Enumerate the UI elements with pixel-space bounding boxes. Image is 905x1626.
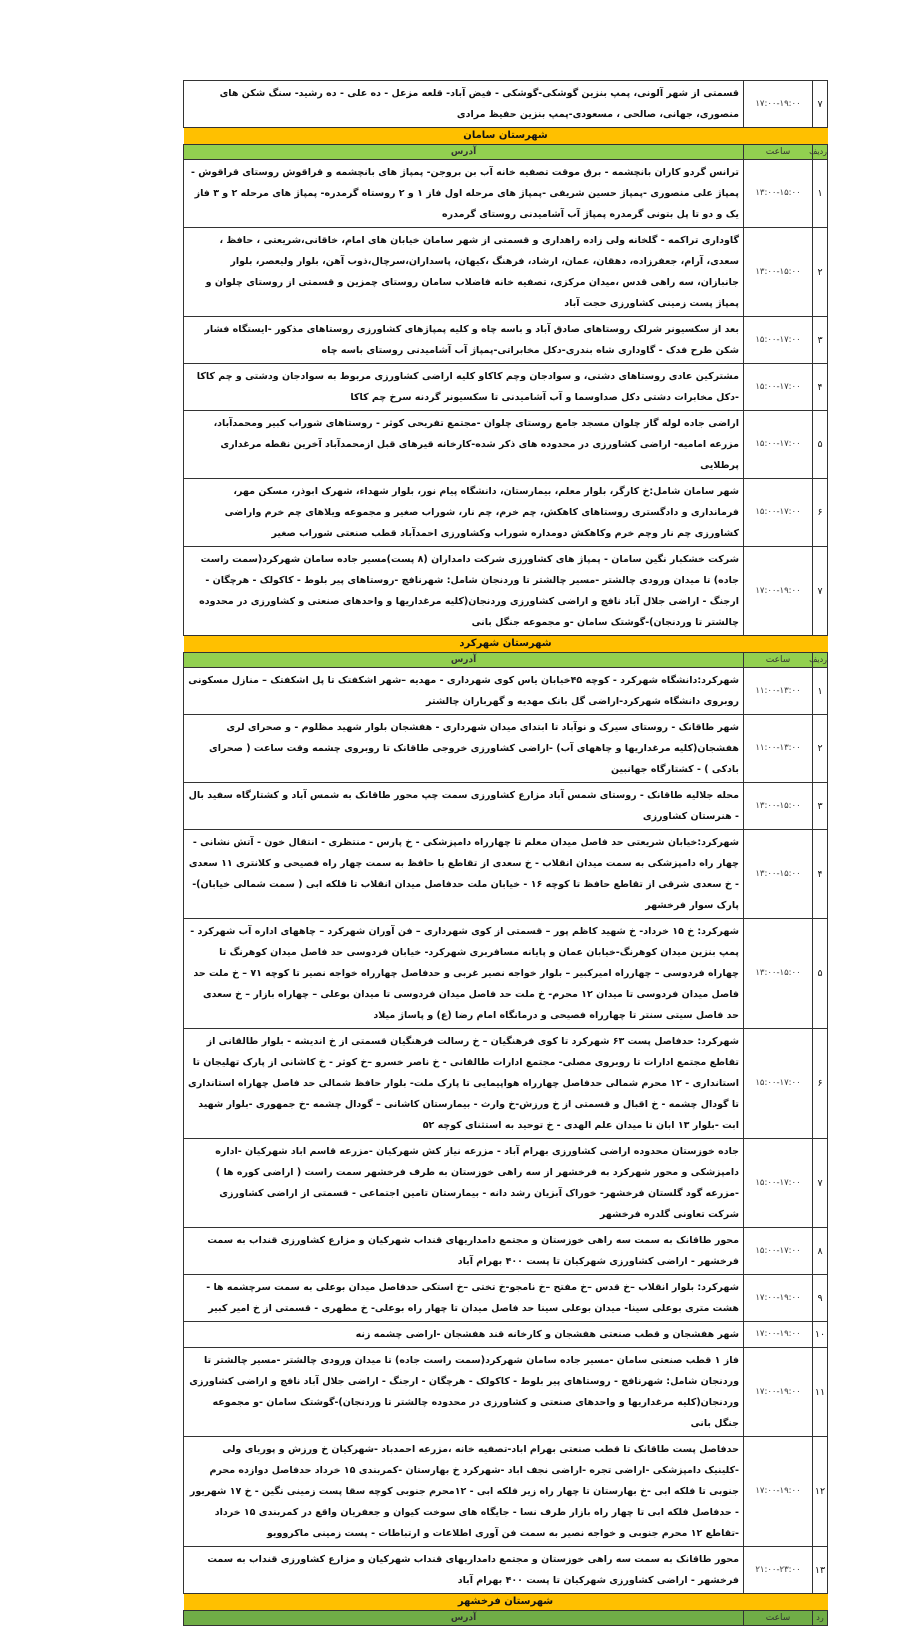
header-num: ردیف [813, 653, 828, 668]
row-address: فاز ۱ قطب صنعتی سامان -مسیر جاده سامان شهرکرد(سمت راست جاده) تا میدان ورودی چالشتر -مسیر چالشتر تا وردنجان شامل: شهرنافچ - روستاهای پیر بلوط - کاکولک - هرچگان - ارجنگ - اراضی جلال آباد نافچ و اراضی کشاورزی وردنجان(کلیه مرغداریها و واحدهای صنعتی و کشاورزی در محدوده چالشتر تا وردنجان)-گوشتک سامان -و مجموعه جنگل بانی [184, 1348, 744, 1437]
row-address: شهرکرد: حدفاصل پست ۶۳ شهرکرد تا کوی فرهنگیان – خ رسالت فرهنگیان قسمتی از خ اندیشه - بلوار طالقانی از تقاطع مجتمع ادارات تا روبروی مصلی- مجتمع ادارات طالقانی - خ ناصر خسرو –خ کوثر - خ کاشانی از پارک تهلیجان تا استانداری - ۱۲ محرم شمالی حدفاصل چهارراه هواپیمایی تا پارک ملت- بلوار حافظ شمالی حد فاصل چهاراه استانداری تا گودال چشمه - خ اقبال و قسمتی از خ ورزش-خ وارث - بیمارستان کاشانی – گودال چشمه -خ جمهوری -بلوار شهید ابت -بلوار ۱۳ ابان تا میدان علم الهدی - خ توحید به استثنای کوچه ۵۲ [184, 1029, 744, 1139]
section-title: شهرستان شهرکرد [184, 636, 828, 653]
row-number: ۷ [813, 81, 828, 128]
row-number: ۶ [813, 1029, 828, 1139]
table-row [184, 783, 828, 830]
row-number: ۷ [813, 1139, 828, 1228]
row-address: قسمتی از شهر آلونی، پمپ بنزین گوشکی-گوشکی - فیض آباد- قلعه مزعل - ده علی - ده رشید- سنگ شکن های منصوری، جهانی، صالحی ، مسعودی-پمپ بنزین حفیظ مرادی [184, 81, 744, 128]
row-time: ۱۵:۰۰-۱۷:۰۰ [744, 1139, 813, 1228]
row-address: محور طاقانک به سمت سه راهی خوزستان و مجتمع دامداریهای قنداب شهرکیان و مزارع کشاورزی قنداب به سمت فرخشهر - اراضی کشاورزی شهرکیان تا پست ۴۰۰ بهرام آباد [184, 1547, 744, 1594]
table-row [184, 1437, 828, 1547]
row-time: ۱۷:۰۰-۱۹:۰۰ [744, 1322, 813, 1348]
row-time: ۱۷:۰۰-۱۹:۰۰ [744, 1348, 813, 1437]
table-row [184, 479, 828, 547]
section-title-row [184, 1594, 828, 1611]
row-address: شهر هفشجان و قطب صنعتی هفشجان و کارخانه قند هفشجان -اراضی چشمه زنه [184, 1322, 744, 1348]
table-row [184, 1029, 828, 1139]
row-address: شهرکرد:دانشگاه شهرکرد - کوچه ۴۵خیابان یاس کوی شهرداری - مهدیه –شهر اشکفتک تا پل اشکفتک – منازل مسکونی روبروی دانشگاه شهرکرد-اراضی گل بانک مهدیه و گهرباران چالشتر [184, 668, 744, 715]
section-title-row [184, 128, 828, 145]
row-time: ۱۱:۰۰-۱۳:۰۰ [744, 668, 813, 715]
table-row [184, 715, 828, 783]
table-row [184, 364, 828, 411]
row-time: ۱۷:۰۰-۱۹:۰۰ [744, 547, 813, 636]
row-number: ۵ [813, 411, 828, 479]
row-number: ۱ [813, 160, 828, 228]
row-number: ۴ [813, 364, 828, 411]
row-number: ۹ [813, 1275, 828, 1322]
header-address: آدرس [184, 653, 744, 668]
row-address: مشترکین عادی روستاهای دشتی، و سوادجان وچم کاکاو کلیه اراضی کشاورزی مربوط به سوادجان ودشتی و چم کاکا -دکل مخابرات دشتی دکل صداوسما و آب آشامیدنی تا سکسیونر گردنه سرخ چم کاکا [184, 364, 744, 411]
table-row [184, 411, 828, 479]
row-address: شهر سامان شامل:خ کارگر، بلوار معلم، بیمارستان، دانشگاه پیام نور، بلوار شهداء، شهرک ابوذر، مسکن مهر، فرمانداری و دادگستری روستاهای کاهکش، چم خرم، چم نار، شوراب صغیر و مجموعه ویلاهای چم خرم واراضی کشاورزی چم نار وچم خرم وکاهکش دومداره شوراب وکشاورزی احمدآباد قطب صنعتی شوراب صغیر [184, 479, 744, 547]
row-number: ۴ [813, 830, 828, 919]
row-address: محور طاقانک به سمت سه راهی خوزستان و مجتمع دامداریهای قنداب شهرکیان و مزارع کشاورزی قنداب به سمت فرخشهر - اراضی کشاورزی شهرکیان تا پست ۴۰۰ بهرام آباد [184, 1228, 744, 1275]
row-number: ۱ [813, 668, 828, 715]
row-number: ۱۰ [813, 1322, 828, 1348]
row-number: ۱۳ [813, 1547, 828, 1594]
row-time: ۱۵:۰۰-۱۷:۰۰ [744, 1228, 813, 1275]
row-time: ۱۳:۰۰-۱۵:۰۰ [744, 783, 813, 830]
table-row [184, 160, 828, 228]
column-header-row [184, 145, 828, 160]
table-row [184, 317, 828, 364]
outage-table [183, 80, 828, 1626]
row-address: ترانس گردو کاران بانچشمه - برق موقت تصفیه خانه آب بن بروجن- پمپاژ های بانچشمه و قراقوش روستای قراقوش - پمپاژ علی منصوری -پمپاژ حسین شریفی -پمپاژ های مرحله اول فاز ۱ و ۲ روستاه گرمدره- پمپاژ های مرحله ۲ و ۳ فاز یک و دو تا پل بتونی گرمدره پمپاژ آب آشامیدنی روستای گرمدره [184, 160, 744, 228]
section-title-row [184, 636, 828, 653]
row-address: محله جلالیه طاقانک - روستای شمس آباد مزارع کشاورزی سمت چپ محور طاقانک به شمس آباد و کشتارگاه سفید بال - هنرستان کشاورزی [184, 783, 744, 830]
header-num: ردیف [813, 145, 828, 160]
row-time: ۱۵:۰۰-۱۷:۰۰ [744, 364, 813, 411]
table-row [184, 228, 828, 317]
row-address: بعد از سکسیونر شرلک روستاهای صادق آباد و باسه چاه و کلیه پمپاژهای کشاورزی روستاهای مذکور -ایستگاه فشار شکن طرح فدک - گاوداری شاه بندری-دکل مخابراتی-پمپاژ آب آشامیدنی روستای باسه چاه [184, 317, 744, 364]
row-time: ۱۳:۰۰-۱۵:۰۰ [744, 919, 813, 1029]
row-number: ۷ [813, 547, 828, 636]
row-time: ۱۵:۰۰-۱۷:۰۰ [744, 317, 813, 364]
row-address: شرکت خشکبار نگین سامان - پمپاژ های کشاورزی شرکت دامداران (۸ پست)مسیر جاده سامان شهرکرد(سمت راست جاده) تا میدان ورودی چالشتر -مسیر چالشتر تا وردنجان شامل: شهرنافچ -روستاهای پیر بلوط - کاکولک - هرچگان - ارجنگ - اراضی جلال آباد نافچ و اراضی کشاورزی وردنجان(کلیه مرغداریها و واحدهای صنعتی و کشاورزی در محدوده چالشتر تا وردنجان)-گوشتک سامان -و مجموعه جنگل بانی [184, 547, 744, 636]
header-time: ساعت [744, 653, 813, 668]
row-time: ۱۷:۰۰-۱۹:۰۰ [744, 81, 813, 128]
row-number: ۲ [813, 228, 828, 317]
row-time: ۱۷:۰۰-۱۹:۰۰ [744, 1275, 813, 1322]
row-number: ۵ [813, 919, 828, 1029]
row-address: شهرکرد:خیابان شریعتی حد فاصل میدان معلم تا چهارراه دامپزشکی - خ پارس - منتظری - انتقال خون - آتش نشانی - چهار راه دامپزشکی به سمت میدان انقلاب - خ سعدی از تقاطع با حافظ به سمت چهار راه فصیحی و کلانتری ۱۱ سعدی - خ سعدی شرقی از تقاطع حافظ تا کوچه ۱۶ - خیابان ملت حدفاصل میدان انقلاب تا فلکه ابی ( سمت شمالی خیابان)- پارک سوار فرخشهر [184, 830, 744, 919]
row-address: حدفاصل پست طاقانک تا قطب صنعتی بهرام اباد-تصفیه خانه ،مزرعه احمدباد -شهرکیان خ ورزش و پوریای ولی -کلینیک دامپزشکی -اراضی تجره -اراضی نجف اباد -شهرکرد خ بهارستان -کمربندی ۱۵ خرداد حدفاصل دوازده محرم جنوبی تا فلکه ابی -خ بهارستان تا چهار راه زیر فلکه ابی - ۱۲محرم جنوبی کوچه سقا پست زمینی نگین - خ ۱۷ شهریور - حدفاصل فلکه ابی تا چهار راه بازار طرف نسا - جایگاه های سوخت کیوان و جعفریان واقع در کمربندی ۱۵ خرداد -تقاطع ۱۲ محرم جنوبی و خواجه نصیر به سمت فن آوری اطلاعات و ارتباطات - پست زمینی ماکروویو [184, 1437, 744, 1547]
row-number: ۳ [813, 783, 828, 830]
table-row [184, 668, 828, 715]
row-time: ۱۱:۰۰-۱۳:۰۰ [744, 715, 813, 783]
row-time: ۱۵:۰۰-۱۷:۰۰ [744, 479, 813, 547]
table-row [184, 1228, 828, 1275]
row-time: ۱۳:۰۰-۱۵:۰۰ [744, 228, 813, 317]
row-address: شهر طاقانک - روستای سیرک و نوآباد تا ابتدای میدان شهرداری - هفشجان بلوار شهید مظلوم - و صحرای لری هفشجان(کلیه مرغداریها و چاههای آب) -اراضی کشاورزی خروجی طاقانک تا روبروی چشمه وقت ساعت ( صحرای بادکی ) - کشتارگاه جهانبین [184, 715, 744, 783]
row-address: جاده خوزستان محدوده اراضی کشاورزی بهرام آباد - مزرعه نیاز کش شهرکیان -مزرعه قاسم اباد شهرکیان -اداره دامپزشکی و محور شهرکرد به فرخشهر از سه راهی خوزستان به طرف فرخشهر سمت راست ( اراضی کوره ها ) -مزرعه گود گلستان فرخشهر- خوراک آبزیان رشد دانه - بیمارستان تامین اجتماعی - قسمتی از اراضی کشاورزی شرکت تعاونی گلدره فرخشهر [184, 1139, 744, 1228]
section-title: شهرستان سامان [184, 128, 828, 145]
row-address: شهرکرد: خ ۱۵ خرداد- خ شهید کاظم پور – قسمتی از کوی شهرداری – فن آوران شهرکرد – چاههای اداره آب شهرکرد - پمپ بنزین میدان کوهرنگ-خیابان عمان و پایانه مسافربری شهرکرد- خیابان فردوسی حد فاصل میدان کوهرنگ تا چهاراه فردوسی – چهارراه امیرکبیر – بلوار خواجه نصیر غربی و حدفاصل چهارراه خواجه نصیر تا کوچه ۷۱ – خ ملت حد فاصل میدان فردوسی تا میدان ۱۲ محرم- خ ملت حد فاصل میدان فردوسی تا میدان بوعلی – چهاراه بازار – خ سعدی حد فاصل سیتی سنتر تا چهارراه فصیحی و درمانگاه امام رضا (ع) و پاساژ میلاد [184, 919, 744, 1029]
header-time: ساعت [744, 1611, 813, 1626]
row-address: گاوداری تراکمه - گلخانه ولی زاده راهداری و قسمتی از شهر سامان خیابان های امام، خاقانی،شریعتی ، حافظ ، سعدی، آرام، جعفرزاده، دهقان، عمان، ارشاد، فرهنگ ،کیهان، پاسداران،سرچال،ذوب آهن، بلوار ولیعصر، بلوار جانبازان، سه راهی قدس ،میدان مرکزی، تصفیه خانه فاضلاب سامان روستای چمزین و قسمتی از روستای چلوان و پمپاژ پست زمینی کشاورزی حجت آباد [184, 228, 744, 317]
section-title: شهرستان فرخشهر [184, 1594, 828, 1611]
table-row [184, 919, 828, 1029]
table-row [184, 1322, 828, 1348]
column-header-row [184, 653, 828, 668]
table-row [184, 1275, 828, 1322]
table-row [184, 1547, 828, 1594]
header-time: ساعت [744, 145, 813, 160]
row-number: ۱۱ [813, 1348, 828, 1437]
header-num: رد [813, 1611, 828, 1626]
table-row [184, 547, 828, 636]
header-address: آدرس [184, 145, 744, 160]
row-time: ۱۳:۰۰-۱۵:۰۰ [744, 160, 813, 228]
table-row [184, 830, 828, 919]
row-number: ۳ [813, 317, 828, 364]
column-header-row [184, 1611, 828, 1626]
row-number: ۸ [813, 1228, 828, 1275]
row-time: ۲۱:۰۰-۲۳:۰۰ [744, 1547, 813, 1594]
row-number: ۱۲ [813, 1437, 828, 1547]
row-time: ۱۵:۰۰-۱۷:۰۰ [744, 1029, 813, 1139]
outage-schedule-document [183, 80, 828, 1626]
row-address: اراضی جاده لوله گاز چلوان مسجد جامع روستای چلوان -مجتمع تفریحی کوثر - روستاهای شوراب کبیر ومحمدآباد، مزرعه امامیه- اراضی کشاورزی در محدوده های ذکر شده-کارخانه قیرهای قبل ازمحمدآباد آخرین نقطه مرغداری پرطلایی [184, 411, 744, 479]
row-address: شهرکرد: بلوار انقلاب –خ قدس –خ مفتح –خ نامجو-خ تختی –خ استکی حدفاصل میدان بوعلی به سمت سرچشمه ها - هشت متری بوعلی سینا- میدان بوعلی سینا حد فاصل میدان تا چهار راه بوعلی- خ مطهری - قسمتی از خ امیر کبیر [184, 1275, 744, 1322]
table-row [184, 1139, 828, 1228]
row-time: ۱۷:۰۰-۱۹:۰۰ [744, 1437, 813, 1547]
table-row [184, 1348, 828, 1437]
table-row [184, 81, 828, 128]
row-time: ۱۳:۰۰-۱۵:۰۰ [744, 830, 813, 919]
header-address: آدرس [184, 1611, 744, 1626]
row-number: ۲ [813, 715, 828, 783]
row-number: ۶ [813, 479, 828, 547]
row-time: ۱۵:۰۰-۱۷:۰۰ [744, 411, 813, 479]
